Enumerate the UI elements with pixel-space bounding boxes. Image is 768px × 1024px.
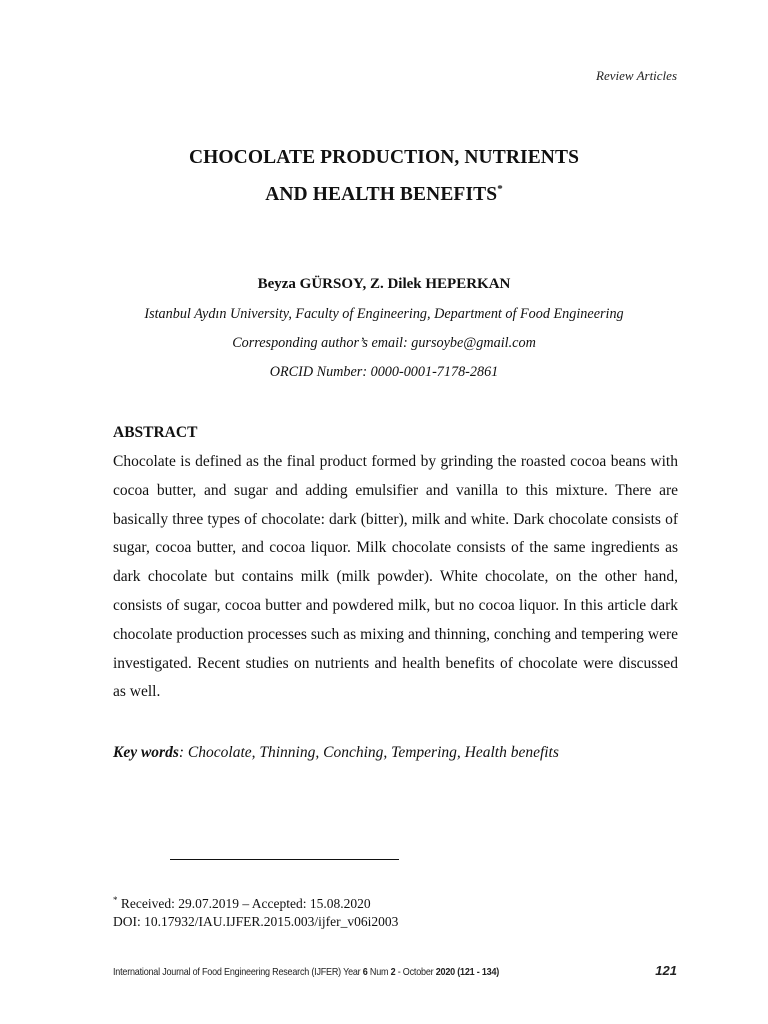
author-names: Beyza GÜRSOY, Z. Dilek HEPERKAN <box>257 276 511 292</box>
article-title-line-2 <box>0 183 768 206</box>
article-title-text-2: AND HEALTH BENEFITS <box>265 184 498 205</box>
keywords-label: Key words <box>113 744 179 761</box>
keywords-line <box>113 744 559 762</box>
page-number: 121 <box>655 963 677 978</box>
abstract-heading: ABSTRACT <box>113 424 198 441</box>
footer-date-prefix: - October <box>397 966 434 978</box>
received-dates: Received: 29.07.2019 – Accepted: 15.08.2020 <box>120 896 371 911</box>
keywords-values: Chocolate, Thinning, Conching, Tempering, Health benefits <box>187 744 559 761</box>
footer-year-pages: 2020 (121 - 134) <box>435 966 500 978</box>
footnote-divider <box>170 859 399 860</box>
footer-num-label: Num <box>369 966 389 978</box>
footer-journal-name: International Journal of Food Engineering Research (IJFER) Year <box>113 966 361 978</box>
article-title-line-1 <box>0 147 768 169</box>
orcid-number: ORCID Number: 0000-0001-7178-2861 <box>269 364 499 380</box>
title-footnote-marker: * <box>497 183 503 195</box>
keywords-separator: : <box>178 744 185 761</box>
footer-year-number: 6 <box>362 966 368 978</box>
section-label: Review Articles <box>596 68 677 83</box>
footnote-received <box>113 895 371 912</box>
footer-issue-number: 2 <box>390 966 396 978</box>
corresponding-email: Corresponding author’s email: gursoybe@gmail.com <box>232 335 536 351</box>
author-affiliation: Istanbul Aydın University, Faculty of Engineering, Department of Food Engineering <box>144 306 624 322</box>
footnote-doi: DOI: 10.17932/IAU.IJFER.2015.003/ijfer_v06i2003 <box>113 914 399 929</box>
abstract-text: Chocolate is defined as the final product formed by grinding the roasted cocoa beans with cocoa butter, and sugar and adding emulsifier and vanilla to this mixture. There are basically three types of chocolate: dark (bitter), milk and white. Dark chocolate consists of sugar, cocoa butter, and cocoa liquor. Milk chocolate consists of the same ingredients as dark chocolate but contains milk (milk powder). White chocolate, on the other hand, consists of sugar, cocoa butter and powdered milk, but no cocoa liquor. In this article dark chocolate production processes such as mixing and thinning, conching and tempering were investigated. Recent studies on nutrients and health benefits of chocolate were discussed as well. <box>113 453 678 701</box>
journal-footer <box>113 966 499 978</box>
footnote-marker: * <box>113 895 118 905</box>
article-title-text-1: CHOCOLATE PRODUCTION, NUTRIENTS <box>188 147 580 168</box>
